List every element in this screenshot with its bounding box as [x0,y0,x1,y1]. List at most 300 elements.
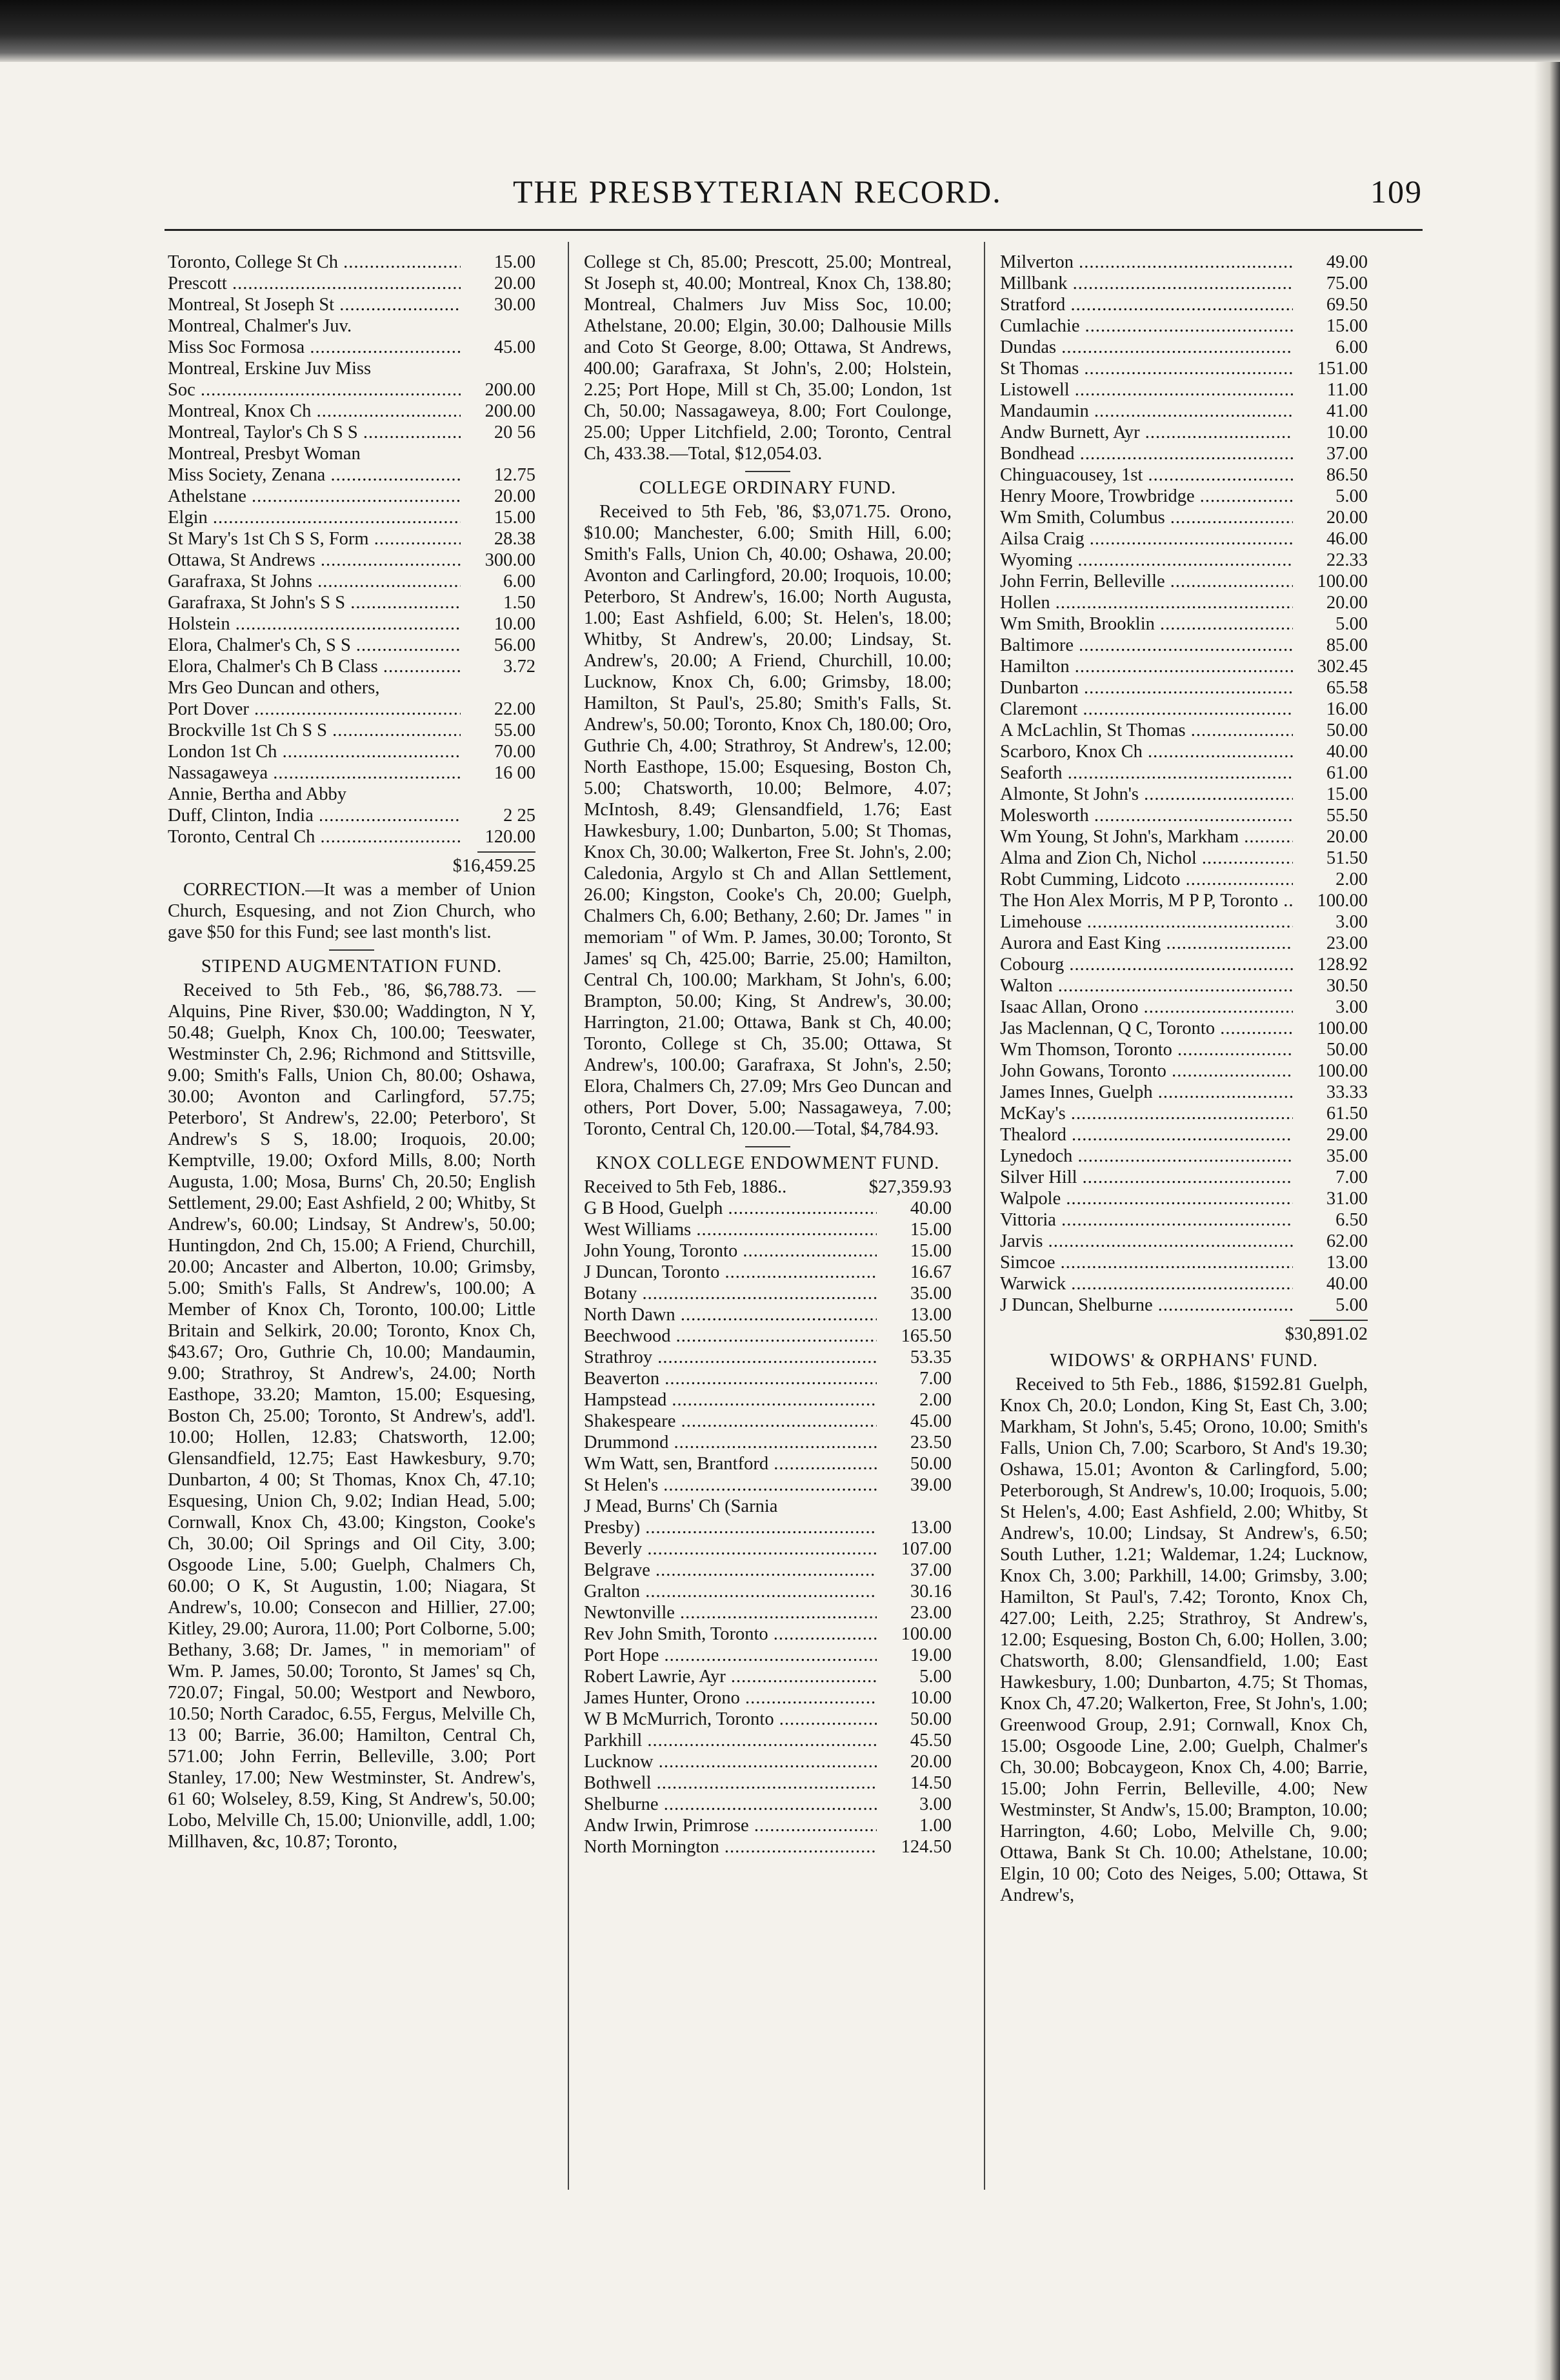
list-row [1000,1039,1368,1060]
list-row [168,699,535,720]
row-label: Montreal, Knox Ch ..... [168,401,461,422]
list-row [1000,869,1368,890]
row-amount: 33.33 [1326,1082,1368,1102]
row-amount: 22.00 [494,699,535,719]
row-label: Beaverton ..... [584,1368,877,1389]
list-row [584,1730,952,1751]
row-label: Robert Lawrie, Ayr ..... [584,1666,877,1687]
row-label: J Mead, Burns' Ch (Sarnia [584,1496,778,1516]
row-amount: 51.50 [1326,848,1368,868]
list-row [168,571,535,592]
row-amount: 45.00 [910,1411,952,1431]
list-row [1000,954,1368,975]
row-label: Athelstane ..... [168,486,461,507]
row-amount: 3.00 [1335,997,1368,1017]
row-label: Toronto, Central Ch ..... [168,826,461,848]
list-row [584,1581,952,1602]
row-label: London 1st Ch ..... [168,741,461,762]
row-amount: 69.50 [1326,295,1368,315]
column-3 [1000,252,1368,1906]
contributions-list [168,252,535,848]
row-amount: 11.00 [1326,380,1368,400]
list-row [168,337,535,358]
row-label: John Ferrin, Belleville ..... [1000,571,1293,592]
row-label: Nassagaweya ..... [168,762,461,784]
row-label: Hampstead ..... [584,1389,877,1411]
row-label: Gralton ..... [584,1581,877,1602]
list-row [584,1304,952,1325]
list-row [584,1368,952,1389]
row-label: W B McMurrich, Toronto ..... [584,1709,877,1730]
row-amount: 151.00 [1317,359,1368,379]
row-label: Wyoming ..... [1000,550,1293,571]
college-text: Received to 5th Feb, '86, $3,071.75. Orono, $10.00; Manchester, 6.00; Smith Hill, 6.00; Smith's Falls, Union Ch, 40.00; Oshawa, 20.00; Avonton and Carlingford, 20.00; Iroquois, 10.00; Peterboro, St Andrew's, 16.00; North Augusta, 1.00; East Ashfield, 6.00; St. Helen's, 18.00; Whitby, St Andrew's, 20.00; Lindsay, St. Andrew's, 20.00; A Friend, Churchill, 10.00; Lucknow, Knox Ch, 6.00; Grimsby, 18.00; Hamilton, St Paul's, 25.80; Smith's Falls, St. Andrew's, 50.00; Toronto, Knox Ch, 180.00; Oro, Guthrie Ch, 4.00; Strathroy, St Andrew's, 12.00; North Easthope, 15.00; Esquesing, Boston Ch, 5.00; Chatsworth, 10.00; Belmore, 4.07; McIntosh, 8.49; Glensandfield, 1.76; East Hawkesbury, 1.00; Dunbarton, 5.00; St Thomas, Knox Ch, 30.00; Walkerton, Free St. John's, 2.00; Caledonia, Argylo st Ch and Allan Settlement, 26.00; Kingston, Cooke's Ch, 20.00; Guelph, Chalmers Ch, 6.00; Bethany, 2.60; Dr. James " in memoriam " of Wm. P. James, 30.00; Toronto, St James' sq Ch, 425.00; Barrie, 25.00; Hamilton, Central Ch, 100.00; Markham, St John's, 6.00; Brampton, 50.00; King, St Andrew's, 30.00; Harrington, 21.00; Ottawa, Bank st Ch, 40.00; Toronto, College st Ch, 35.00; Ottawa, St Andrew's, 100.00; Garafraxa, St John's, 2.50; Elora, Chalmers Ch, 27.09; Mrs Geo Duncan and others, Port Dover, 5.00; Nassagaweya, 7.00; Toronto, Central Ch, 120.00.—Total, $4,784.93. [584,502,952,1139]
row-amount: 29.00 [1326,1125,1368,1145]
list-row [1000,635,1368,656]
row-label: Elgin ..... [168,507,461,528]
row-label: Rev John Smith, Toronto ..... [584,1623,877,1645]
row-amount: 53.35 [910,1347,952,1367]
list-row [168,358,535,379]
list-row [1000,784,1368,805]
row-amount: 10.00 [494,614,535,634]
list-row [168,762,535,784]
section-heading: COLLEGE ORDINARY FUND. [639,478,897,498]
row-label: Vittoria ..... [1000,1209,1293,1231]
row-amount: 2.00 [1335,869,1368,889]
row-amount: 3.00 [919,1794,952,1814]
column-2 [584,252,952,1858]
row-label: J Duncan, Toronto ..... [584,1262,877,1283]
row-amount: 30.50 [1326,976,1368,996]
list-row [1000,294,1368,315]
list-row [1000,507,1368,528]
row-label: North Mornington ..... [584,1836,877,1858]
list-row [1000,1167,1368,1188]
row-amount: 302.45 [1317,657,1368,677]
list-row [168,401,535,422]
row-amount: 31.00 [1326,1189,1368,1209]
list-row [584,1389,952,1411]
row-label: Stratford ..... [1000,294,1293,315]
row-label: Scarboro, Knox Ch ..... [1000,741,1293,762]
list-row [1000,933,1368,954]
list-row [584,1602,952,1623]
section-heading: WIDOWS' & ORPHANS' FUND. [1050,1351,1318,1371]
row-label: Walpole ..... [1000,1188,1293,1209]
row-amount: 5.00 [919,1667,952,1687]
list-row [584,1751,952,1772]
row-label: Jarvis ..... [1000,1231,1293,1252]
page-title: THE PRESBYTERIAN RECORD. [513,174,1002,210]
row-amount: 55.50 [1326,806,1368,826]
total-rule [1310,1320,1368,1321]
list-row [584,1453,952,1474]
row-label: Milverton ..... [1000,252,1293,273]
row-amount: 37.00 [910,1560,952,1580]
row-amount: 61.00 [1326,763,1368,783]
row-amount: 50.00 [910,1709,952,1729]
row-amount: 1.50 [503,593,535,613]
list-row [1000,422,1368,443]
row-amount: 13.00 [910,1305,952,1325]
list-row [168,294,535,315]
row-amount: 62.00 [1326,1231,1368,1251]
list-row [168,720,535,741]
row-amount: 10.00 [1326,422,1368,442]
row-label: Toronto, College St Ch ..... [168,252,461,273]
row-label: Belgrave ..... [584,1560,877,1581]
row-label: Drummond ..... [584,1432,877,1453]
row-amount: 3.00 [1335,912,1368,932]
column-divider [568,242,569,2190]
list-row [1000,528,1368,550]
row-amount: 22.33 [1326,550,1368,570]
scan-top-edge [0,0,1560,62]
row-amount: 46.00 [1326,529,1368,549]
row-amount: 16.67 [910,1262,952,1282]
row-amount: 40.00 [910,1198,952,1218]
list-row [1000,677,1368,699]
row-amount: 15.00 [1326,784,1368,804]
row-amount: 37.00 [1326,444,1368,464]
list-row [584,1666,952,1687]
section-heading: KNOX COLLEGE ENDOWMENT FUND. [595,1153,940,1173]
row-label: Chinguacousey, 1st ..... [1000,464,1293,486]
list-row [584,1432,952,1453]
row-amount: 20.00 [494,273,535,293]
row-amount: 16 00 [494,763,535,783]
knox-received-row [584,1176,952,1198]
list-row [1000,1060,1368,1082]
list-row [168,486,535,507]
row-amount: 200.00 [485,380,535,400]
list-row [1000,315,1368,337]
row-amount: 45.00 [494,337,535,357]
row-amount: 1.00 [919,1816,952,1836]
row-amount: 6.00 [1335,337,1368,357]
list-row [584,1219,952,1240]
row-label: Elora, Chalmer's Ch, S S ..... [168,635,461,656]
list-row [1000,890,1368,911]
list-row [584,1560,952,1581]
list-row [1000,805,1368,826]
row-label: Presby) ..... [584,1517,877,1538]
row-amount: 50.00 [1326,1040,1368,1060]
section-rule [329,949,374,951]
row-label: Port Hope ..... [584,1645,877,1666]
list-row [1000,1103,1368,1124]
list-row [584,1794,952,1815]
row-label: Almonte, St John's ..... [1000,784,1293,805]
list-row [1000,1124,1368,1145]
list-row [1000,720,1368,741]
list-row [584,1687,952,1709]
list-row [168,528,535,550]
row-amount: 28.38 [494,529,535,549]
list-row [1000,762,1368,784]
stipend-continued-text: College st Ch, 85.00; Prescott, 25.00; Montreal, St Joseph st, 40.00; Montreal, Knox Ch, 138.80; Montreal, Chalmers Juv Miss Soc, 10.00; Athelstane, 20.00; Elgin, 30.00; Dalhousie Mills and Coto St George, 8.00; Ottawa, St Andrews, 400.00; Garafraxa, St John's, 2.00; Holstein, 2.25; Port Hope, Mill st Ch, 35.00; London, 1st Ch, 50.00; Nassagaweya, 8.00; Fort Coulonge, 25.00; Upper Litchfield, 2.00; Toronto, Central Ch, 433.38.—Total, $12,054.03. [584,252,952,464]
row-label: Bothwell ..... [584,1772,877,1794]
row-label: Molesworth ..... [1000,805,1293,826]
row-label: The Hon Alex Morris, M P P, Toronto ..... [1000,890,1293,911]
row-label: Beverly ..... [584,1538,877,1560]
list-row [584,1836,952,1858]
row-label: Silver Hill ..... [1000,1167,1293,1188]
list-row [168,677,535,699]
row-label: Port Dover ..... [168,699,461,720]
row-amount: 100.00 [1317,1018,1368,1038]
row-amount: 16.00 [1326,699,1368,719]
list-row [1000,571,1368,592]
row-label: Andw Burnett, Ayr ..... [1000,422,1293,443]
row-amount: 200.00 [485,401,535,421]
section-rule [745,471,790,472]
row-label: Montreal, Chalmer's Juv. [168,316,352,336]
row-label: Mrs Geo Duncan and others, [168,678,380,698]
row-label: Holstein ..... [168,613,461,635]
list-row [584,1815,952,1836]
list-row [1000,1082,1368,1103]
list-row [584,1411,952,1432]
row-amount: 15.00 [910,1220,952,1240]
row-amount: 124.50 [901,1837,952,1857]
row-label: Miss Society, Zenana ..... [168,464,461,486]
row-amount: 20.00 [1326,827,1368,847]
list-row [584,1283,952,1304]
list-row [1000,848,1368,869]
column-1 [168,252,535,1852]
row-label: Mandaumin ..... [1000,401,1293,422]
row-amount: 50.00 [910,1454,952,1474]
list-row [1000,826,1368,848]
row-label: West Williams ..... [584,1219,877,1240]
list-row [1000,273,1368,294]
row-amount: 15.00 [494,508,535,528]
header-rule [165,229,1423,231]
row-amount: 2 25 [503,806,535,826]
row-amount: 56.00 [494,635,535,655]
row-label: North Dawn ..... [584,1304,877,1325]
row-label: G B Hood, Guelph ..... [584,1198,877,1219]
row-amount: 12.75 [494,465,535,485]
list-row [168,443,535,464]
row-label: Montreal, St Joseph St ..... [168,294,461,315]
row-label: St Helen's ..... [584,1474,877,1496]
row-label: Bondhead ..... [1000,443,1293,464]
list-row [584,1496,952,1517]
list-row [1000,1188,1368,1209]
row-amount: 14.50 [910,1773,952,1793]
row-amount: 20.00 [1326,593,1368,613]
list-row [584,1262,952,1283]
row-label: John Gowans, Toronto ..... [1000,1060,1293,1082]
row-amount: 19.00 [910,1645,952,1665]
row-label: St Mary's 1st Ch S S, Form ..... [168,528,461,550]
row-amount: 10.00 [910,1688,952,1708]
row-amount: 20 56 [494,422,535,442]
row-label: Limehouse ..... [1000,911,1293,933]
row-label: Jas Maclennan, Q C, Toronto ..... [1000,1018,1293,1039]
row-amount: 5.00 [1335,614,1368,634]
list-row [1000,699,1368,720]
row-label: Ailsa Craig ..... [1000,528,1293,550]
row-label: Ottawa, St Andrews ..... [168,550,461,571]
list-row [1000,1294,1368,1316]
row-amount: 85.00 [1326,635,1368,655]
row-label: McKay's ..... [1000,1103,1293,1124]
contributions-list [584,1198,952,1858]
row-label: Brockville 1st Ch S S ..... [168,720,461,741]
row-amount: 23.50 [910,1433,952,1453]
list-row [168,422,535,443]
list-row [584,1645,952,1666]
row-amount: 23.00 [910,1603,952,1623]
row-label: Wm Watt, sen, Brantford ..... [584,1453,877,1474]
list-row [1000,337,1368,358]
list-row [168,826,535,848]
row-label: Newtonville ..... [584,1602,877,1623]
row-amount: 13.00 [1326,1253,1368,1273]
row-label: Listowell ..... [1000,379,1293,401]
row-amount: 39.00 [910,1475,952,1495]
list-row [584,1325,952,1347]
row-label: Lynedoch ..... [1000,1145,1293,1167]
row-amount: 40.00 [1326,742,1368,762]
row-amount: 55.00 [494,720,535,740]
list-row [1000,358,1368,379]
row-label: Andw Irwin, Primrose ..... [584,1815,877,1836]
list-row [1000,1209,1368,1231]
row-label: Beechwood ..... [584,1325,877,1347]
row-label: Montreal, Presbyt Woman [168,444,361,464]
row-amount: 30.00 [494,295,535,315]
row-amount: 49.00 [1326,252,1368,272]
list-row [584,1772,952,1794]
row-amount: 15.00 [910,1241,952,1261]
row-amount: 45.50 [910,1730,952,1750]
row-amount: 6.50 [1335,1210,1368,1230]
row-label: Parkhill ..... [584,1730,877,1751]
row-label: James Hunter, Orono ..... [584,1687,877,1709]
row-label: Soc ..... [168,379,461,401]
scan-right-edge [1534,62,1560,2380]
list-row [1000,443,1368,464]
section-heading: STIPEND AUGMENTATION FUND. [201,957,503,977]
row-label: Duff, Clinton, India ..... [168,805,461,826]
row-label: Montreal, Erskine Juv Miss [168,359,372,379]
list-row [584,1347,952,1368]
page-number: 109 [1370,174,1423,210]
row-amount: 65.58 [1326,678,1368,698]
row-label: Claremont ..... [1000,699,1293,720]
row-amount: 40.00 [1326,1274,1368,1294]
row-amount: 75.00 [1326,273,1368,293]
row-label: Annie, Bertha and Abby [168,784,347,804]
row-amount: 120.00 [485,827,535,847]
row-label: Alma and Zion Ch, Nichol ..... [1000,848,1293,869]
row-label: Received to 5th Feb, 1886.. [584,1177,787,1197]
row-label: Thealord ..... [1000,1124,1293,1145]
list-row [584,1538,952,1560]
row-amount: 128.92 [1317,955,1368,975]
list-row [1000,379,1368,401]
row-label: Cobourg ..... [1000,954,1293,975]
list-row [1000,741,1368,762]
list-row [168,464,535,486]
row-amount: 35.00 [910,1284,952,1304]
row-label: Garafraxa, St Johns ..... [168,571,461,592]
list-total: $30,891.02 [1285,1324,1368,1344]
list-row [1000,401,1368,422]
list-row [1000,1252,1368,1273]
total-rule [477,851,535,853]
list-row [584,1709,952,1730]
row-amount: 100.00 [1317,571,1368,591]
row-amount: 300.00 [485,550,535,570]
row-label: A McLachlin, St Thomas ..... [1000,720,1293,741]
list-row [168,550,535,571]
list-row [168,273,535,294]
list-row [168,379,535,401]
row-label: Wm Thomson, Toronto ..... [1000,1039,1293,1060]
row-label: Aurora and East King ..... [1000,933,1293,954]
list-row [1000,1273,1368,1294]
row-amount: 107.00 [901,1539,952,1559]
row-label: Elora, Chalmer's Ch B Class ..... [168,656,461,677]
contributions-list [1000,252,1368,1316]
list-row [168,805,535,826]
list-row [1000,486,1368,507]
row-amount: 13.00 [910,1518,952,1538]
row-label: Cumlachie ..... [1000,315,1293,337]
row-amount: 50.00 [1326,720,1368,740]
list-row [168,252,535,273]
row-label: Garafraxa, St John's S S ..... [168,592,461,613]
row-amount: 41.00 [1326,401,1368,421]
list-total: $16,459.25 [452,856,535,876]
row-amount: $27,359.93 [868,1177,952,1197]
list-row [584,1474,952,1496]
list-row [1000,252,1368,273]
list-row [1000,911,1368,933]
row-amount: 70.00 [494,742,535,762]
row-amount: 165.50 [901,1326,952,1346]
list-row [1000,613,1368,635]
list-row [1000,464,1368,486]
row-label: Wm Smith, Columbus ..... [1000,507,1293,528]
list-row [168,741,535,762]
stipend-text: Received to 5th Feb., '86, $6,788.73. —Alquins, Pine River, $30.00; Waddington, N Y, 50.48; Guelph, Knox Ch, 100.00; Teeswater, Westminster Ch, 2.96; Richmond and Stittsville, 9.00; Smith's Falls, Union Ch, 80.00; Oshawa, 30.00; Avonton and Carlingford, 57.75; Peterboro', St Andrew's, 22.00; Peterboro', St Andrew's S S, 18.00; Iroquois, 20.00; Kemptville, 19.00; Oxford Mills, 8.00; North Augusta, 1.00; Mosa, Burns' Ch, 20.50; English Settlement, 29.00; East Ashfield, 2 00; Whitby, St Andrew's, 60.00; Lindsay, St Andrew's, 50.00; Huntingdon, 2nd Ch, 15.00; A Friend, Churchill, 20.00; Ancaster and Alberton, 10.00; Grimsby, 5.00; Smith's Falls, St Andrew's, 100.00; A Member of Knox Ch, Toronto, 100.00; Little Britain and Selkirk, 20.00; Toronto, Knox Ch, $43.67; Oro, Guthrie Ch, 10.00; Mandaumin, 9.00; Strathroy, St Andrew's, 24.00; North Easthope, 33.20; Mamton, 15.00; Esquesing, Boston Ch, 25.00; Toronto, St Andrew's, add'l. 10.00; Hollen, 12.83; Chatsworth, 12.00; Glensandfield, 12.75; East Hawkesbury, 9.70; Dunbarton, 4 00; St Thomas, Knox Ch, 47.10; Esquesing, Union Ch, 9.02; Indian Head, 5.00; Cornwall, Knox Ch, 43.00; Kingston, Cooke's Ch, 30.00; Oil Springs and Oil City, 3.00; Osgoode Line, 5.00; Guelph, Chalmers Ch, 60.00; O K, St Augustin, 1.00; Niagara, St Andrew's, 10.00; Consecon and Hillier, 27.00; Kitley, 29.00; Aurora, 11.00; Port Colborne, 5.00; Bethany, 3.68; Dr. James, " in memoriam" of Wm. P. James, 50.00; Toronto, St James' sq Ch, 720.07; Fingal, 50.00; Westport and Newboro, 10.50; North Caradoc, 6.55, Fergus, Melville Ch, 13 00; Barrie, 36.00; Hamilton, Central Ch, 571.00; John Ferrin, Belleville, 3.00; Port Stanley, 17.00; New Westminster, St. Andrew's, 61 60; Wolseley, 8.59, King, St Andrew's, 50.00; Lobo, Melville Ch, 15.00; Unionville, addl, 1.00; Millhaven, &c, 10.87; Toronto, [168,980,535,1852]
row-label: Lucknow ..... [584,1751,877,1772]
row-amount: 23.00 [1326,933,1368,953]
row-label: Baltimore ..... [1000,635,1293,656]
row-label: Wm Young, St John's, Markham ..... [1000,826,1293,848]
row-amount: 15.00 [1326,316,1368,336]
row-amount: 5.00 [1335,486,1368,506]
row-label: Hamilton ..... [1000,656,1293,677]
row-label: Botany ..... [584,1283,877,1304]
row-label: Dundas ..... [1000,337,1293,358]
row-label: Hollen ..... [1000,592,1293,613]
list-row [584,1198,952,1219]
row-amount: 3.72 [503,657,535,677]
row-amount: 6.00 [503,571,535,591]
list-row [1000,1018,1368,1039]
list-row [168,507,535,528]
list-row [168,592,535,613]
row-label: Montreal, Taylor's Ch S S ..... [168,422,461,443]
